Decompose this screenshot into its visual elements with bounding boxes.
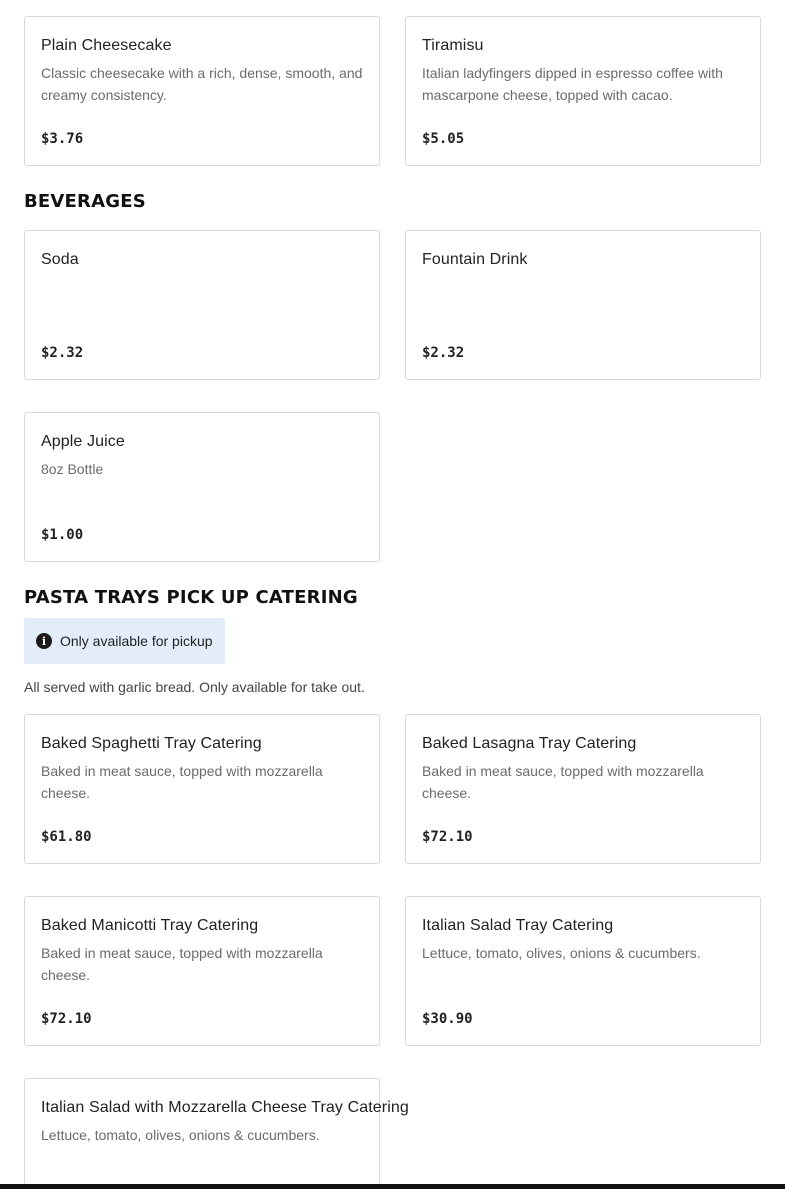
item-name: Plain Cheesecake xyxy=(41,37,172,54)
item-description: Italian ladyfingers dipped in espresso coffee with mascarpone cheese, topped with cacao. xyxy=(422,65,723,103)
item-price: $5.05 xyxy=(422,131,465,147)
item-name: Baked Lasagna Tray Catering xyxy=(422,735,637,752)
item-description: Lettuce, tomato, olives, onions & cucumbers. xyxy=(41,1127,320,1143)
section-note: All served with garlic bread. Only available for take out. xyxy=(24,679,365,695)
item-price: $72.10 xyxy=(41,1011,92,1027)
menu-item-card[interactable] xyxy=(24,896,380,1046)
item-description: Lettuce, tomato, olives, onions & cucumbers. xyxy=(422,945,701,961)
item-description: Baked in meat sauce, topped with mozzarella cheese. xyxy=(41,763,323,801)
menu-item-card[interactable] xyxy=(405,896,761,1046)
menu-item-card[interactable] xyxy=(24,412,380,562)
menu-item-card[interactable] xyxy=(405,16,761,166)
item-description: 8oz Bottle xyxy=(41,461,104,477)
item-name: Baked Spaghetti Tray Catering xyxy=(41,735,262,752)
info-icon: i xyxy=(36,633,52,649)
menu-item-card[interactable] xyxy=(24,16,380,166)
item-price: $30.90 xyxy=(422,1011,473,1027)
menu-item-card[interactable] xyxy=(405,714,761,864)
item-price: $1.00 xyxy=(41,527,84,543)
item-name: Fountain Drink xyxy=(422,251,528,268)
item-name: Tiramisu xyxy=(422,37,484,54)
section-title-pasta-trays: PASTA TRAYS PICK UP CATERING xyxy=(24,587,358,608)
pickup-notice-text: Only available for pickup xyxy=(60,633,213,649)
item-price: $3.76 xyxy=(41,131,84,147)
item-name: Soda xyxy=(41,251,79,268)
pickup-notice xyxy=(24,618,225,664)
menu-item-card[interactable] xyxy=(24,714,380,864)
item-name: Italian Salad with Mozzarella Cheese Tray Catering xyxy=(41,1099,409,1116)
item-description: Baked in meat sauce, topped with mozzarella cheese. xyxy=(41,945,323,983)
menu-item-card[interactable] xyxy=(405,230,761,380)
item-price: $72.10 xyxy=(422,829,473,845)
section-title-beverages: BEVERAGES xyxy=(24,191,146,212)
item-name: Baked Manicotti Tray Catering xyxy=(41,917,259,934)
desserts-grid xyxy=(24,16,761,166)
item-description: Classic cheesecake with a rich, dense, smooth, and creamy consistency. xyxy=(41,65,363,103)
bottom-bar xyxy=(0,1184,785,1189)
item-price: $2.32 xyxy=(422,345,465,361)
item-price: $2.32 xyxy=(41,345,84,361)
item-price: $61.80 xyxy=(41,829,92,845)
menu-item-card[interactable] xyxy=(24,230,380,380)
item-name: Apple Juice xyxy=(41,433,125,450)
beverages-grid xyxy=(24,230,761,562)
item-description: Baked in meat sauce, topped with mozzarella cheese. xyxy=(422,763,704,801)
item-name: Italian Salad Tray Catering xyxy=(422,917,614,934)
pasta-trays-grid xyxy=(24,714,761,1188)
menu-item-card[interactable] xyxy=(24,1078,409,1188)
